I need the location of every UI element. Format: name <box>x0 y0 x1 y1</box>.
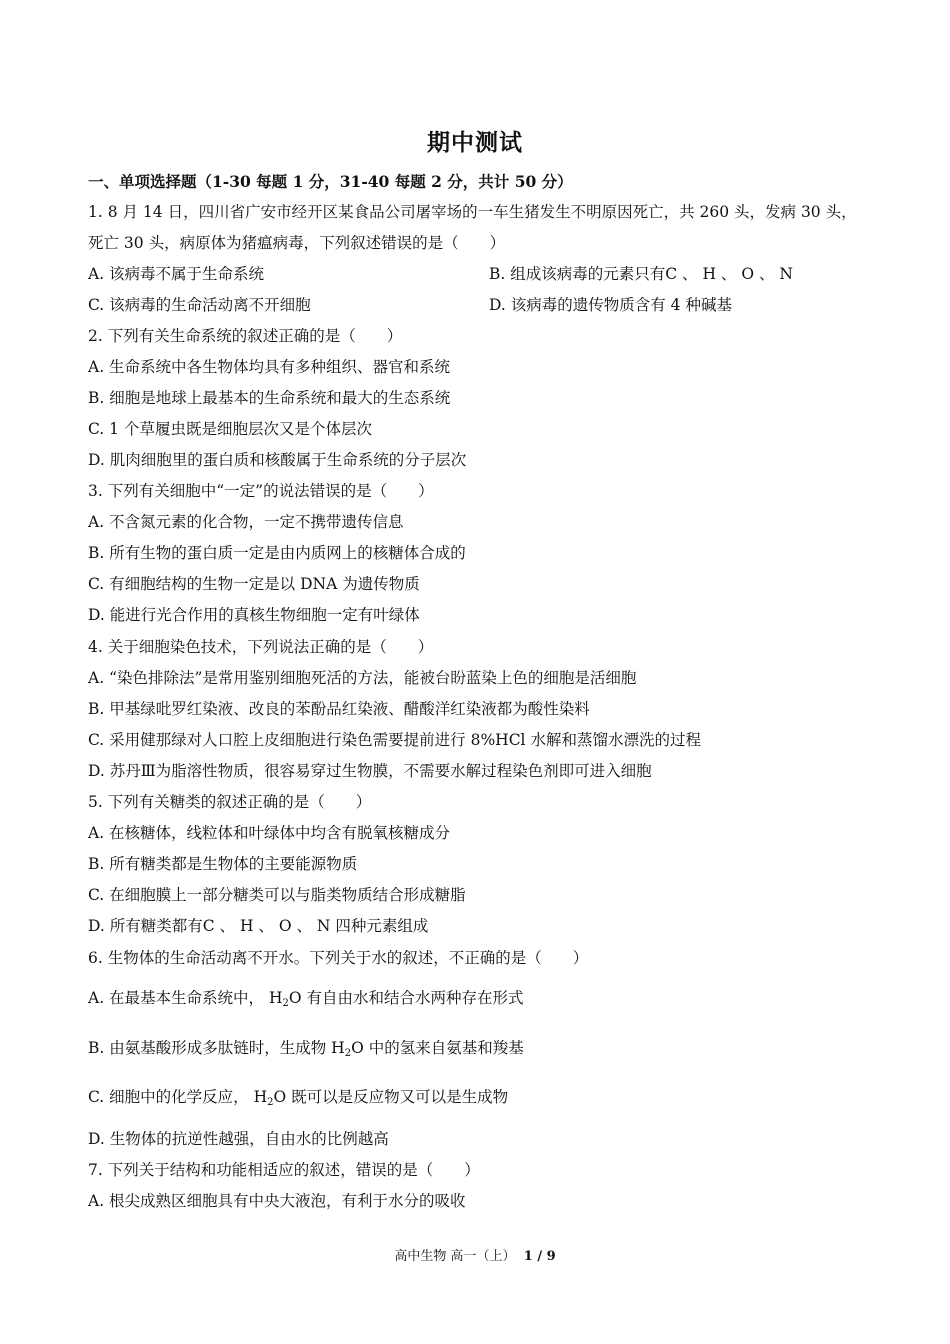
q1-option-b: B. 组成该病毒的元素只有C 、 H 、 O 、 N <box>489 265 793 283</box>
q2-option-c: C. 1 个草履虫既是细胞层次又是个体层次 <box>88 420 372 438</box>
q3-option-a: A. 不含氮元素的化合物，一定不携带遗传信息 <box>88 513 404 531</box>
q5-stem: 5. 下列有关糖类的叙述正确的是（ ） <box>88 793 372 811</box>
q7-option-a: A. 根尖成熟区细胞具有中央大液泡，有利于水分的吸收 <box>88 1192 466 1210</box>
q1-stem-line2: 死亡 30 头，病原体为猪瘟病毒，下列叙述错误的是（ ） <box>88 234 506 252</box>
q4-option-a: A. “染色排除法”是常用鉴别细胞死活的方法，能被台盼蓝染上色的细胞是活细胞 <box>88 669 637 687</box>
footer-subject: 高中生物 高一（上） <box>394 1249 516 1264</box>
q4-stem: 4. 关于细胞染色技术，下列说法正确的是（ ） <box>88 638 434 656</box>
q1-stem-line1: 1. 8 月 14 日，四川省广安市经开区某食品公司屠宰场的一车生猪发生不明原因死亡，共 260 头，发病 30 头， <box>88 203 857 221</box>
q3-stem: 3. 下列有关细胞中“一定”的说法错误的是（ ） <box>88 482 434 500</box>
q6-option-c: C. 细胞中的化学反应， $H_2O$ 既可以是反应物又可以是生成物 <box>88 1088 509 1108</box>
q7-stem: 7. 下列关于结构和功能相适应的叙述，错误的是（ ） <box>88 1161 480 1179</box>
q4-option-d: D. 苏丹Ⅲ为脂溶性物质，很容易穿过生物膜，不需要水解过程染色剂即可进入细胞 <box>88 762 652 780</box>
q5-option-b: B. 所有糖类都是生物体的主要能源物质 <box>88 855 358 873</box>
q1-option-a: A. 该病毒不属于生命系统 <box>88 265 265 283</box>
q5-option-d: D. 所有糖类都有C 、 H 、 O 、 N 四种元素组成 <box>88 917 429 935</box>
q2-option-a: A. 生命系统中各生物体均具有多种组织、器官和系统 <box>88 358 451 376</box>
footer-page-number: 1 / 9 <box>523 1249 556 1264</box>
page-title: 期中测试 <box>427 129 523 156</box>
q4-option-b: B. 甲基绿吡罗红染液、改良的苯酚品红染液、醋酸洋红染液都为酸性染料 <box>88 700 590 718</box>
q5-option-a: A. 在核糖体，线粒体和叶绿体中均含有脱氧核糖成分 <box>88 824 451 842</box>
q1-option-d: D. 该病毒的遗传物质含有 4 种碱基 <box>489 296 732 314</box>
q2-option-d: D. 肌肉细胞里的蛋白质和核酸属于生命系统的分子层次 <box>88 451 467 469</box>
q1-option-c: C. 该病毒的生命活动离不开细胞 <box>88 296 311 314</box>
q3-option-c: C. 有细胞结构的生物一定是以 DNA 为遗传物质 <box>88 575 420 593</box>
page-footer <box>0 1245 950 1264</box>
q3-option-d: D. 能进行光合作用的真核生物细胞一定有叶绿体 <box>88 606 420 624</box>
section-heading: 一、单项选择题（1-30 每题 1 分，31-40 每题 2 分，共计 50 分） <box>88 172 573 191</box>
q2-option-b: B. 细胞是地球上最基本的生命系统和最大的生态系统 <box>88 389 451 407</box>
q3-option-b: B. 所有生物的蛋白质一定是由内质网上的核糖体合成的 <box>88 544 466 562</box>
q2-stem: 2. 下列有关生命系统的叙述正确的是（ ） <box>88 327 403 345</box>
q6-stem: 6. 生物体的生命活动离不开水。下列关于水的叙述，不正确的是（ ） <box>88 949 589 967</box>
q6-option-a: A. 在最基本生命系统中， $H_2O$ 有自由水和结合水两种存在形式 <box>88 989 524 1009</box>
q4-option-c: C. 采用健那绿对人口腔上皮细胞进行染色需要提前进行 8%HCl 水解和蒸馏水漂洗的过程 <box>88 731 701 749</box>
q6-option-d: D. 生物体的抗逆性越强，自由水的比例越高 <box>88 1130 389 1148</box>
q6-option-b: B. 由氨基酸形成多肽链时，生成物 $H_2O$ 中的氢来自氨基和羧基 <box>88 1039 524 1059</box>
q5-option-c: C. 在细胞膜上一部分糖类可以与脂类物质结合形成糖脂 <box>88 886 466 904</box>
